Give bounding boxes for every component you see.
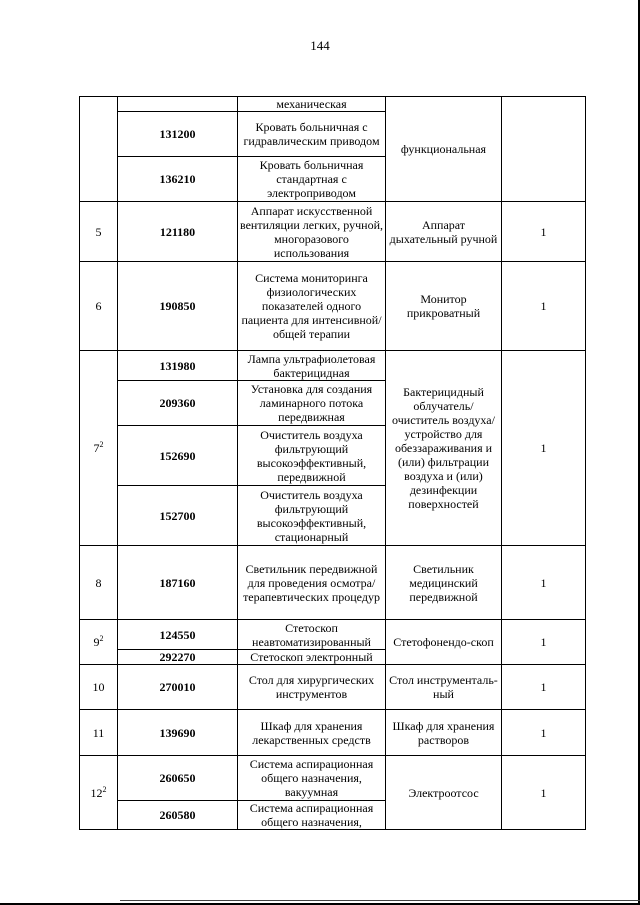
- row-number-cell: [80, 756, 118, 830]
- table-row: [80, 97, 586, 112]
- code-cell: 136210: [118, 157, 238, 202]
- category-cell: Аппарат дыхательный ручной: [386, 202, 502, 262]
- category-cell: Бактерицидный облучатель/ очиститель воздуха/ устройство для обеззараживания и (или) фильтрации воздуха и (или) дезинфекции поверхностей: [386, 351, 502, 546]
- category-cell: Светильник медицинский передвижной: [386, 546, 502, 620]
- code-cell: 292270: [118, 650, 238, 665]
- code-cell: 131200: [118, 112, 238, 157]
- row-number-cell: [80, 620, 118, 665]
- code-cell: [118, 97, 238, 112]
- category-cell: Монитор прикроватный: [386, 262, 502, 351]
- footnote-mark: 2: [99, 634, 104, 643]
- quantity-cell: 1: [502, 262, 586, 351]
- quantity-cell: 1: [502, 546, 586, 620]
- device-name-cell: Кровать больничная с гидравлическим приводом: [238, 112, 386, 157]
- device-name-cell: Система аспирационная общего назначения,: [238, 801, 386, 830]
- category-cell: Стол инструменталь-ный: [386, 665, 502, 710]
- table-row: [80, 756, 586, 801]
- row-number: 9: [93, 635, 100, 649]
- table-row: [80, 620, 586, 650]
- quantity-cell: [502, 97, 586, 202]
- row-number-cell: 6: [80, 262, 118, 351]
- device-name-cell: Стетоскоп неавтоматизированный: [238, 620, 386, 650]
- quantity-cell: 1: [502, 710, 586, 756]
- code-cell: 209360: [118, 381, 238, 426]
- footnote-mark: 2: [102, 784, 107, 794]
- device-name-cell: Стетоскоп электронный: [238, 650, 386, 665]
- quantity-cell: 1: [502, 202, 586, 262]
- page-number: 144: [310, 38, 330, 53]
- category-cell: функциональная: [386, 97, 502, 202]
- device-name-cell: Стол для хирургических инструментов: [238, 665, 386, 710]
- category-cell: Шкаф для хранения растворов: [386, 710, 502, 756]
- device-name-cell: механическая: [238, 97, 386, 112]
- device-name-cell: Очиститель воздуха фильтрующий высокоэффективный, стационарный: [238, 486, 386, 546]
- row-number-cell: 8: [80, 546, 118, 620]
- category-cell: Стетофонендо-скоп: [386, 620, 502, 665]
- device-name-cell: Лампа ультрафиолетовая бактерицидная: [238, 351, 386, 381]
- row-number: 12: [90, 785, 103, 800]
- code-cell: 152700: [118, 486, 238, 546]
- footnote-mark: 2: [99, 440, 104, 449]
- code-cell: 121180: [118, 202, 238, 262]
- equipment-table: [79, 96, 586, 830]
- quantity-cell: 1: [502, 665, 586, 710]
- row-number-cell: 10: [80, 665, 118, 710]
- code-cell: 190850: [118, 262, 238, 351]
- device-name-cell: Очиститель воздуха фильтрующий высокоэффективный, передвижной: [238, 426, 386, 486]
- row-number: 7: [93, 441, 100, 455]
- device-name-cell: Светильник передвижной для проведения осмотра/терапевтических процедур: [238, 546, 386, 620]
- code-cell: 131980: [118, 351, 238, 381]
- row-number-cell: 5: [80, 202, 118, 262]
- quantity-cell: 1: [502, 620, 586, 665]
- table-row: [80, 351, 586, 381]
- table-row: [80, 202, 586, 262]
- device-name-cell: Аппарат искусственной вентиляции легких, ручной, многоразового использования: [238, 202, 386, 262]
- code-cell: 139690: [118, 710, 238, 756]
- quantity-cell: 1: [502, 756, 586, 830]
- device-name-cell: Шкаф для хранения лекарственных средств: [238, 710, 386, 756]
- table-row: [80, 665, 586, 710]
- device-name-cell: Кровать больничная стандартная с электроприводом: [238, 157, 386, 202]
- code-cell: 260650: [118, 756, 238, 801]
- code-cell: 124550: [118, 620, 238, 650]
- category-cell: Электроотсос: [386, 756, 502, 830]
- row-number-cell: [80, 97, 118, 202]
- table-row: [80, 710, 586, 756]
- table-row: [80, 546, 586, 620]
- code-cell: 152690: [118, 426, 238, 486]
- row-number-cell: [80, 351, 118, 546]
- device-name-cell: Система мониторинга физиологических показателей одного пациента для интенсивной/общей терапии: [238, 262, 386, 351]
- row-number-cell: 11: [80, 710, 118, 756]
- code-cell: 260580: [118, 801, 238, 830]
- table-row: [80, 262, 586, 351]
- device-name-cell: Установка для создания ламинарного потока передвижная: [238, 381, 386, 426]
- scan-edge-line: [120, 900, 640, 901]
- code-cell: 187160: [118, 546, 238, 620]
- quantity-cell: 1: [502, 351, 586, 546]
- code-cell: 270010: [118, 665, 238, 710]
- device-name-cell: Система аспирационная общего назначения, вакуумная: [238, 756, 386, 801]
